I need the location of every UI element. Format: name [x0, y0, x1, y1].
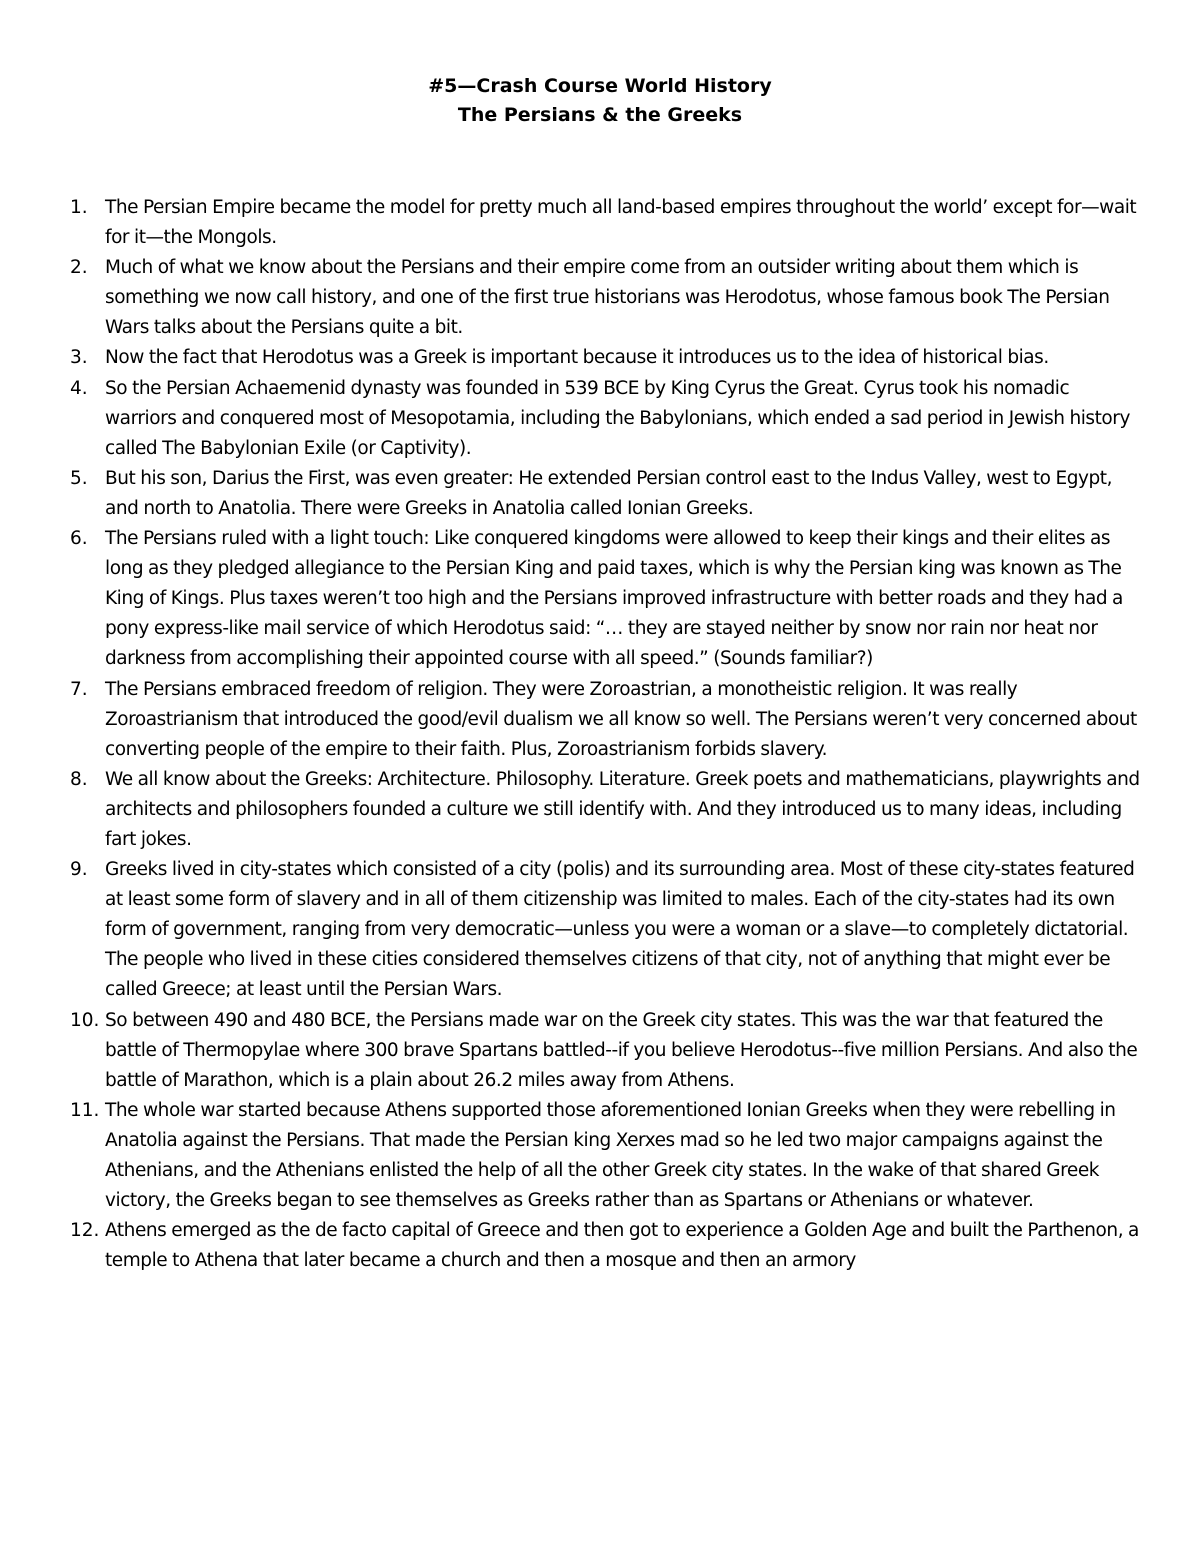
document-title: #5—Crash Course World History: [428, 75, 772, 97]
list-item-number: 2.: [70, 257, 88, 279]
list-item: [0, 193, 1200, 253]
list-item-text: The Persians ruled with a light touch: Like conquered kingdoms were allowed to keep their kings and their elites as long as they pledged allegiance to the Persian King and paid taxes, which is why the Persian king was known as The King of Kings. Plus taxes weren’t too high and the Persians improved infrastructure with better roads and they had a pony express-like mail service of which Herodotus said: “… they are stayed neither by snow nor rain nor heat nor darkness from accomplishing their appointed course with all speed.” (Sounds familiar?): [105, 528, 1123, 670]
list-item: [0, 343, 1200, 373]
list-item-number: 6.: [70, 528, 88, 550]
list-item-number: 4.: [70, 377, 88, 399]
list-item-text: Athens emerged as the de facto capital of Greece and then got to experience a Golden Age and built the Parthenon, a temple to Athena that later became a church and then a mosque and then an armory: [105, 1220, 1139, 1272]
list-item-number: 10.: [70, 1009, 100, 1031]
numbered-list: [0, 193, 1200, 1276]
list-item: [0, 675, 1200, 765]
list-item: [0, 464, 1200, 524]
list-item: [0, 253, 1200, 343]
list-item-text: Greeks lived in city-states which consisted of a city (polis) and its surrounding area. Most of these city-states featured at least some form of slavery and in all of them citizenship was limited to males. Each of the city-states had its own form of government, ranging from very democratic—unless you were a woman or a slave—to completely dictatorial. The people who lived in these cities considered themselves citizens of that city, not of anything that might ever be called Greece; at least until the Persian Wars.: [105, 859, 1135, 1001]
list-item-text: So between 490 and 480 BCE, the Persians made war on the Greek city states. This was the war that featured the battle of Thermopylae where 300 brave Spartans battled--if you believe Herodotus--five million Persians. And also the battle of Marathon, which is a plain about 26.2 miles away from Athens.: [105, 1009, 1138, 1091]
list-item-text: But his son, Darius the First, was even greater: He extended Persian control east to the Indus Valley, west to Egypt, and north to Anatolia. There were Greeks in Anatolia called Ionian Greeks.: [105, 467, 1113, 519]
list-item-number: 11.: [70, 1099, 100, 1121]
list-item-number: 9.: [70, 859, 88, 881]
list-item-text: The Persian Empire became the model for pretty much all land-based empires throughout the world’ except for—wait for it—the Mongols.: [105, 197, 1137, 249]
list-item-text: So the Persian Achaemenid dynasty was founded in 539 BCE by King Cyrus the Great. Cyrus took his nomadic warriors and conquered most of Mesopotamia, including the Babylonians, which ended a sad period in Jewish history called The Babylonian Exile (or Captivity).: [105, 377, 1130, 459]
list-item: [0, 855, 1200, 1005]
list-item-number: 5.: [70, 467, 88, 489]
list-item-text: Now the fact that Herodotus was a Greek is important because it introduces us to the idea of historical bias.: [105, 347, 1049, 369]
list-item-text: Much of what we know about the Persians and their empire come from an outsider writing about them which is something we now call history, and one of the first true historians was Herodotus, whose famous book The Persian Wars talks about the Persians quite a bit.: [105, 257, 1110, 339]
list-item-number: 3.: [70, 347, 88, 369]
list-item: [0, 1216, 1200, 1276]
list-item: [0, 1096, 1200, 1216]
list-item-text: The whole war started because Athens supported those aforementioned Ionian Greeks when they were rebelling in Anatolia against the Persians. That made the Persian king Xerxes mad so he led two major campaigns against the Athenians, and the Athenians enlisted the help of all the other Greek city states. In the wake of that shared Greek victory, the Greeks began to see themselves as Greeks rather than as Spartans or Athenians or whatever.: [105, 1099, 1116, 1212]
list-item-number: 7.: [70, 678, 88, 700]
title-block: [0, 72, 1200, 130]
list-item-number: 12.: [70, 1220, 100, 1242]
list-item-text: We all know about the Greeks: Architecture. Philosophy. Literature. Greek poets and mathematicians, playwrights and architects and philosophers founded a culture we still identify with. And they introduced us to many ideas, including fart jokes.: [105, 768, 1140, 850]
list-item: [0, 524, 1200, 674]
list-item-number: 1.: [70, 197, 88, 218]
list-item: [0, 374, 1200, 464]
document-subtitle: The Persians & the Greeks: [457, 104, 743, 126]
list-item: [0, 1006, 1200, 1096]
list-item-number: 8.: [70, 768, 88, 790]
list-item-text: The Persians embraced freedom of religion. They were Zoroastrian, a monotheistic religion. It was really Zoroastrianism that introduced the good/evil dualism we all know so well. The Persians weren’t very concerned about converting people of the empire to their faith. Plus, Zoroastrianism forbids slavery.: [105, 678, 1137, 760]
list-item: [0, 765, 1200, 855]
